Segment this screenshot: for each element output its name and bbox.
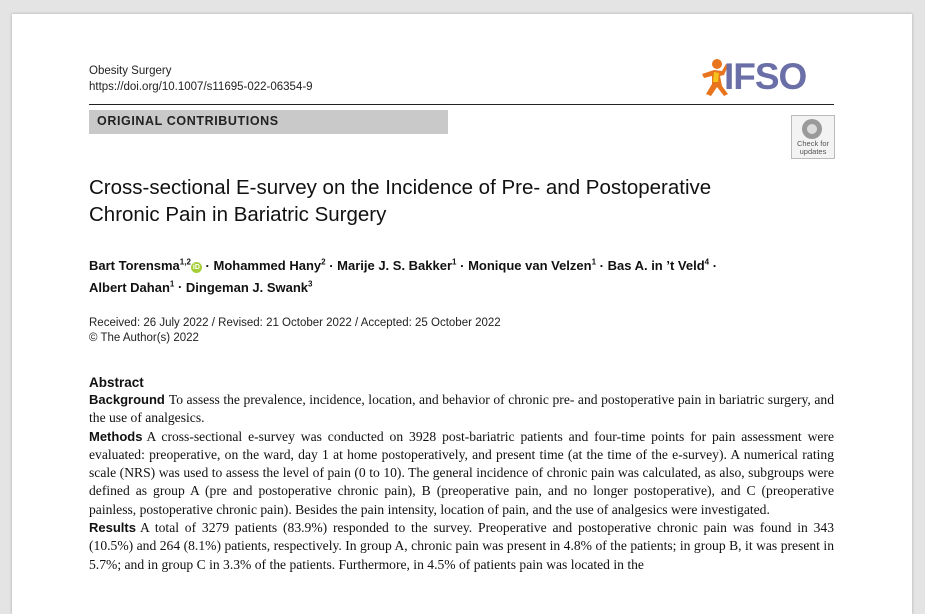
methods-label: Methods bbox=[89, 428, 143, 444]
title-line-1: Cross-sectional E-survey on the Incidence of Pre- and Postoperative bbox=[89, 176, 712, 199]
author-entry[interactable] bbox=[468, 258, 596, 273]
background-label: Background bbox=[89, 392, 165, 407]
abstract-background bbox=[89, 391, 834, 428]
author-entry[interactable] bbox=[337, 258, 456, 273]
author-affiliation: 4 bbox=[704, 258, 710, 267]
methods-text: A cross-sectional e-survey was conducted on 3928 post-bariatric patients and four-time points for pain assessment were evaluated: preoperative, on the ward, day 1 at home postoperatively, and present time (at the time of the e-survey). A numerical rating scale (NRS) was used to assess the level of pain (0 to 10). The general incidence of chronic pain was calculated, as also, subgroups were defined as group A (pre and postoperative chronic pain), B (preoperative pain, and no longer postoperative), and C (preoperative painless, postoperative chronic pain). Besides the pain intensity, location of pain, and the use of analgesics were investigated. bbox=[89, 428, 834, 517]
author-name: Bart Torensma bbox=[89, 258, 180, 274]
check-updates-icon bbox=[802, 119, 822, 139]
results-text: A total of 3279 patients (83.9%) responded to the survey. Preoperative and postoperative chronic pain was found in 343 (10.5%) and 264 (8.1%) patients, respectively. In group A, chronic pain was present in 4.8% of the patients; in group B, it was present in 5.7%; and in group C in 3.3% of the patients. Furthermore, in 4.5% of patients pain was located in the bbox=[89, 520, 834, 572]
author-affiliation: 1 bbox=[591, 258, 597, 267]
doi-link[interactable]: https://doi.org/10.1007/s11695-022-06354-9 bbox=[89, 81, 313, 93]
check-updates-line1: Check for bbox=[796, 139, 830, 148]
copyright: © The Author(s) 2022 bbox=[89, 332, 199, 344]
article-dates bbox=[89, 316, 501, 346]
author-entry[interactable] bbox=[186, 280, 313, 295]
author-name: Monique van Velzen bbox=[468, 258, 592, 274]
header-rule bbox=[89, 104, 834, 105]
abstract-heading: Abstract bbox=[89, 375, 144, 390]
check-updates-line2: updates bbox=[799, 147, 827, 156]
author-affiliation: 3 bbox=[308, 279, 313, 289]
article-title bbox=[89, 174, 789, 228]
journal-info bbox=[89, 63, 313, 95]
author-affiliation: 2 bbox=[321, 258, 326, 267]
background-text: To assess the prevalence, incidence, location, and behavior of chronic pre- and postoperative pain in bariatric surgery, and the use of analgesics. bbox=[89, 392, 834, 426]
abstract-results bbox=[89, 519, 834, 574]
ifso-logo bbox=[700, 56, 836, 100]
orcid-icon[interactable]: iD bbox=[192, 264, 200, 272]
author-entry[interactable] bbox=[608, 258, 710, 273]
ifso-logo-text: IFSO bbox=[724, 56, 807, 97]
check-for-updates-button[interactable] bbox=[791, 115, 835, 159]
section-label: ORIGINAL CONTRIBUTIONS bbox=[97, 114, 279, 128]
author-name: Bas A. in ’t Veld bbox=[607, 258, 705, 274]
abstract-methods bbox=[89, 428, 834, 519]
pdf-page bbox=[12, 14, 912, 614]
section-banner bbox=[89, 110, 448, 134]
author-name: Albert Dahan bbox=[89, 279, 170, 295]
author-entry[interactable] bbox=[89, 280, 174, 295]
author-list bbox=[89, 254, 829, 297]
author-separator: · bbox=[456, 258, 469, 274]
author-separator: · bbox=[325, 258, 338, 274]
author-name: Dingeman J. Swank bbox=[185, 279, 309, 295]
journal-name: Obesity Surgery bbox=[89, 65, 172, 77]
author-separator: · bbox=[596, 258, 608, 274]
author-affiliation: 1 bbox=[452, 258, 457, 267]
date-history: Received: 26 July 2022 / Revised: 21 October 2022 / Accepted: 25 October 2022 bbox=[89, 317, 501, 329]
abstract bbox=[89, 374, 834, 574]
author-separator: · bbox=[709, 258, 718, 274]
author-separator: · bbox=[174, 279, 186, 295]
title-line-2: Chronic Pain in Bariatric Surgery bbox=[89, 203, 387, 226]
results-label: Results bbox=[89, 520, 136, 536]
author-name: Marije J. S. Bakker bbox=[337, 258, 453, 274]
author-affiliation: 1 bbox=[169, 279, 175, 289]
author-entry[interactable] bbox=[213, 258, 325, 273]
author-separator: · bbox=[201, 258, 214, 274]
author-entry[interactable] bbox=[89, 258, 202, 273]
author-affiliation: 1,2 bbox=[179, 258, 191, 267]
author-name: Mohammed Hany bbox=[213, 258, 322, 274]
